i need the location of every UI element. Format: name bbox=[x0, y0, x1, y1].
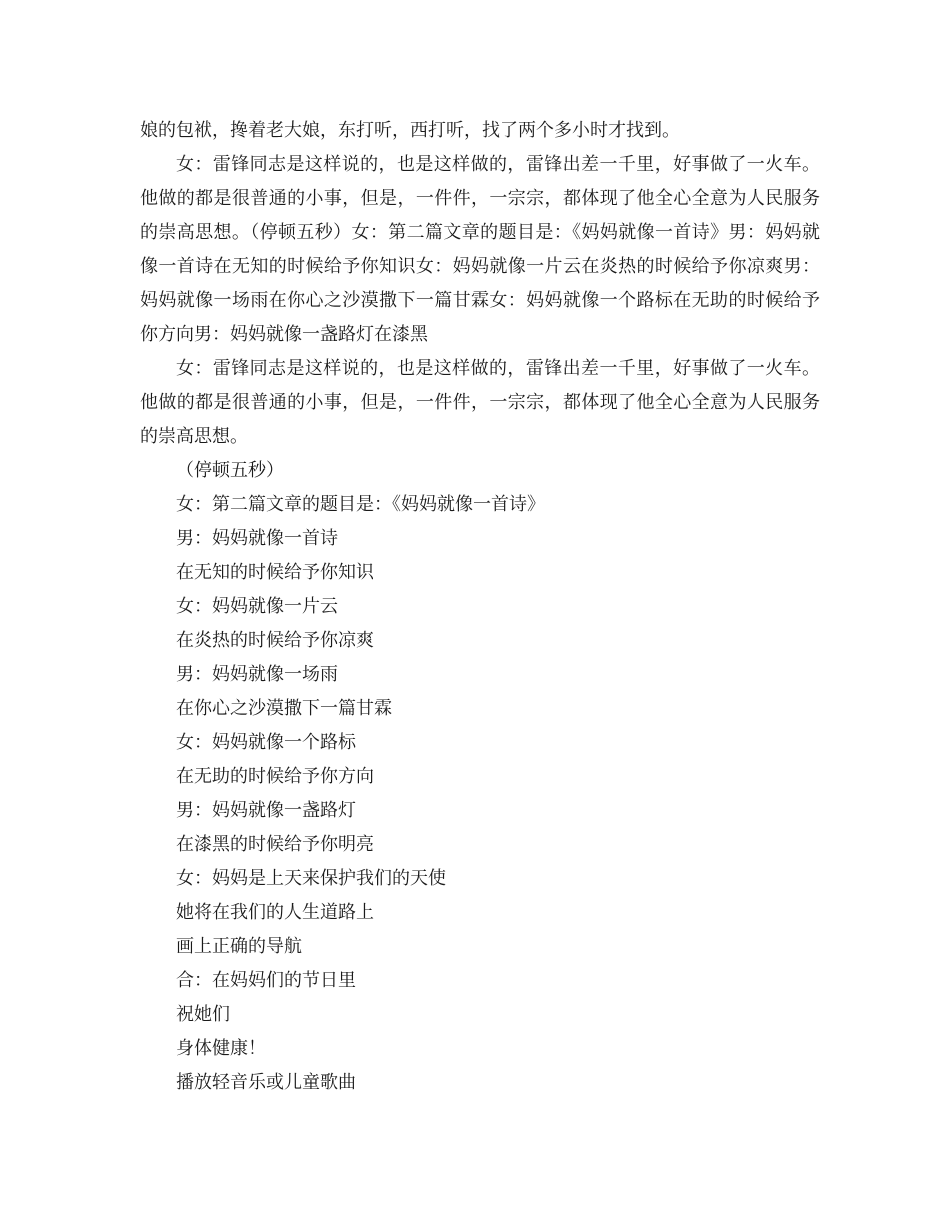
script-line: 女：第二篇文章的题目是：《妈妈就像一首诗》 bbox=[176, 494, 545, 515]
script-line: 女：妈妈就像一片云 bbox=[176, 596, 338, 617]
script-line: 在漆黑的时候给予你明亮 bbox=[176, 834, 374, 855]
script-line: 女：妈妈是上天来保护我们的天使 bbox=[176, 868, 446, 889]
script-line: 在无助的时候给予你方向 bbox=[176, 766, 374, 787]
paragraph-lei-feng: 女：雷锋同志是这样说的，也是这样做的，雷锋出差一千里，好事做了一火车。他做的都是很普通的小事，但是，一件件，一宗宗，都体现了他全心全意为人民服务的崇高思想。 bbox=[140, 358, 820, 447]
paragraph-lei-feng-long: 女：雷锋同志是这样说的，也是这样做的，雷锋出差一千里，好事做了一火车。他做的都是很普通的小事，但是，一件件，一宗宗，都体现了他全心全意为人民服务的崇高思想。（停顿五秒）女：第二篇文章的题目是：《妈妈就像一首诗》男：妈妈就像一首诗在无知的时候给予你知识女：妈妈就像一片云在炎热的时候给予你凉爽男：妈妈就像一场雨在你心之沙漠撒下一篇甘霖女：妈妈就像一个路标在无助的时候给予你方向男：妈妈就像一盏路灯在漆黑 bbox=[140, 154, 820, 345]
script-line: 女：妈妈就像一个路标 bbox=[176, 732, 356, 753]
script-line: 在你心之沙漠撒下一篇甘霖 bbox=[176, 698, 392, 719]
script-line: 男：妈妈就像一盏路灯 bbox=[176, 800, 356, 821]
document-body bbox=[140, 114, 820, 1100]
script-line: 她将在我们的人生道路上 bbox=[176, 902, 374, 923]
script-line: 合：在妈妈们的节日里 bbox=[176, 970, 356, 991]
script-line: 祝她们 bbox=[176, 1004, 230, 1025]
script-line: 在炎热的时候给予你凉爽 bbox=[176, 630, 374, 651]
script-line: 播放轻音乐或儿童歌曲 bbox=[176, 1072, 356, 1093]
script-line: 画上正确的导航 bbox=[176, 936, 302, 957]
script-line: （停顿五秒） bbox=[176, 460, 284, 481]
script-line: 在无知的时候给予你知识 bbox=[176, 562, 374, 583]
script-line: 男：妈妈就像一场雨 bbox=[176, 664, 338, 685]
script-line: 身体健康！ bbox=[176, 1038, 266, 1059]
paragraph-continuation: 娘的包袱，搀着老大娘，东打听，西打听，找了两个多小时才找到。 bbox=[140, 120, 680, 141]
script-line: 男：妈妈就像一首诗 bbox=[176, 528, 338, 549]
